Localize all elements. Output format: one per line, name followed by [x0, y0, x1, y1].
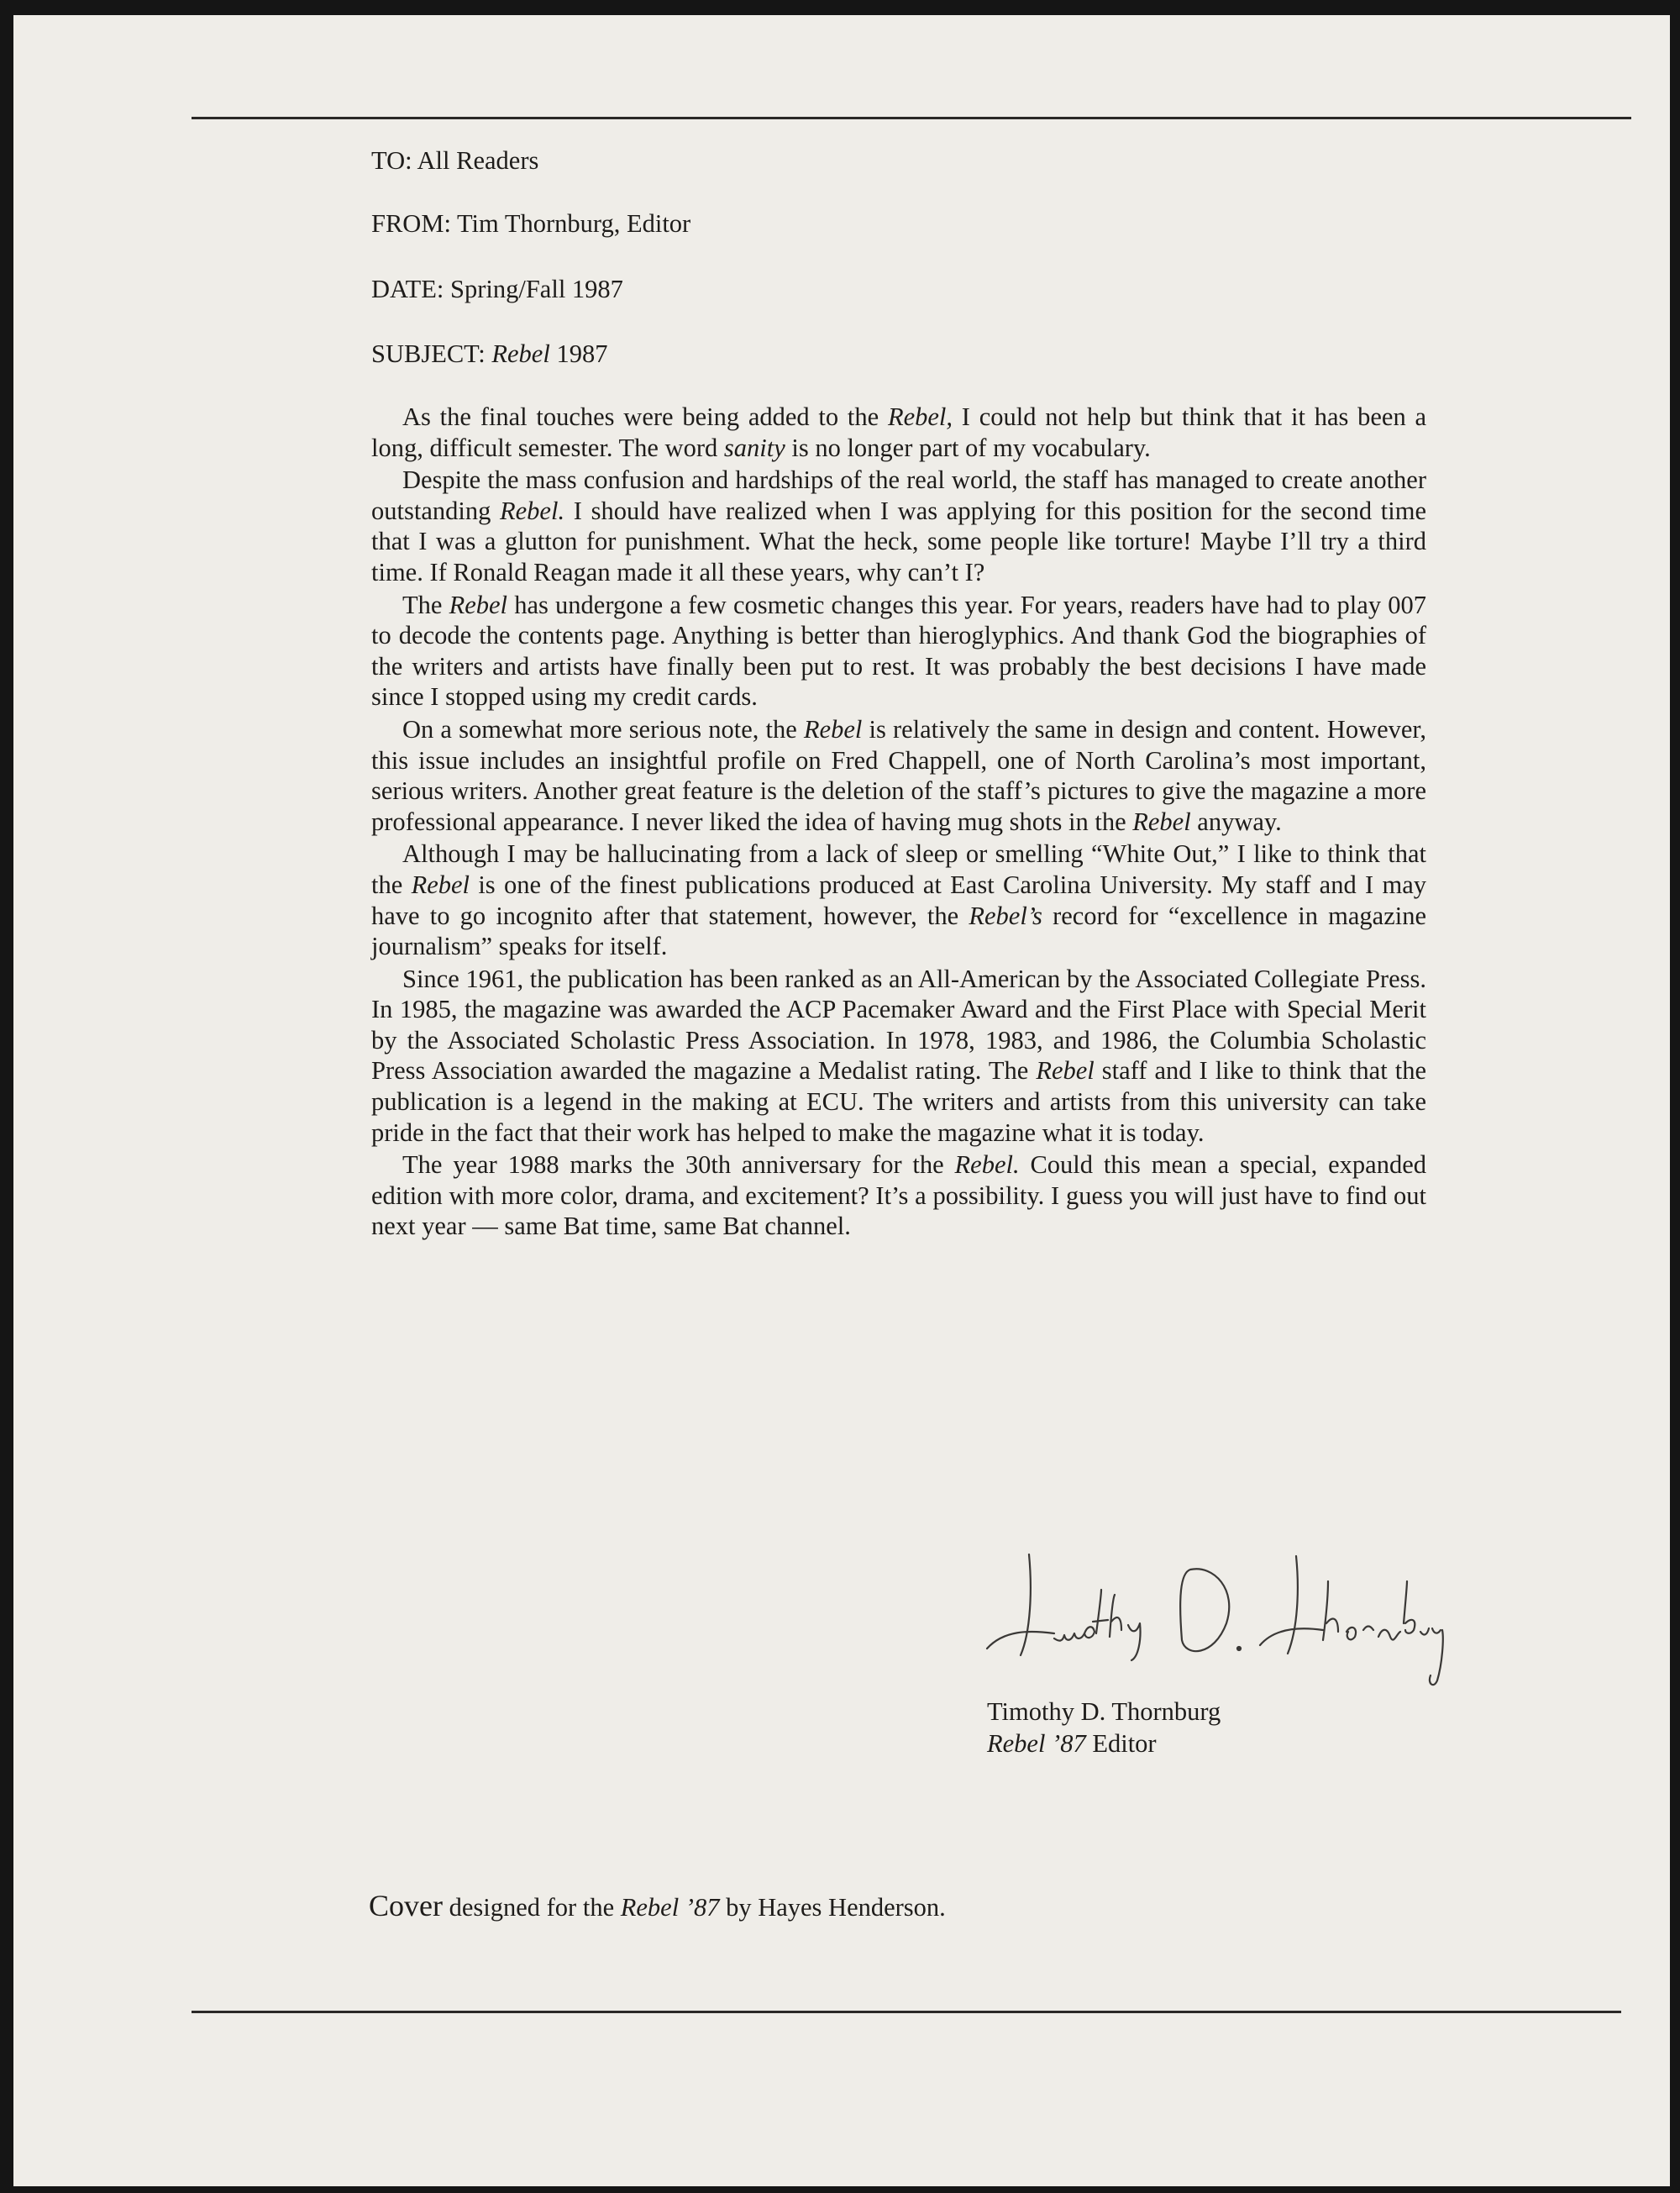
memo-to: TO: All Readers [371, 146, 539, 175]
signer-title: Rebel ’87 Editor [987, 1729, 1157, 1758]
signature-block [987, 1696, 1221, 1759]
paragraph-6: Since 1961, the publication has been ranked as an All-American by the Associated Collegiate Press. In 1985, the magazine was awarded the ACP Pacemaker Award and the First Place with Special Merit by the Associated Scholastic Press Association. In 1978, 1983, and 1986, the Columbia Scholastic Press Association awarded the magazine a Medalist rating. The Rebel staff and I like to think that the publication is a legend in the making at ECU. The writers and artists from this university can take pride in the fact that their work has helped to make the magazine what it is today. [371, 964, 1426, 1147]
signer-name: Timothy D. Thornburg [987, 1697, 1221, 1726]
paragraph-5: Although I may be hallucinating from a lack of sleep or smelling “White Out,” I like to think that the Rebel is one of the finest publications produced at East Carolina University. My staff and I may have to go incognito after that statement, however, the Rebel’s record for “excellence in magazine journalism” speaks for itself. [371, 839, 1426, 961]
paragraph-1: As the final touches were being added to the Rebel, I could not help but think that it has been a long, difficult semester. The word sanity is no longer part of my vocabulary. [371, 402, 1427, 462]
paragraph-2: Despite the mass confusion and hardships of the real world, the staff has managed to create another outstanding Rebel. I should have realized when I was applying for this position for the second time that I was a glutton for punishment. What the heck, some people like torture! Maybe I’ll try a third time. If Ronald Reagan made it all these years, why can’t I? [371, 465, 1426, 586]
memo-from: FROM: Tim Thornburg, Editor [371, 209, 691, 238]
paragraph-4: On a somewhat more serious note, the Rebel is relatively the same in design and content. However, this issue includes an insightful profile on Fred Chappell, one of North Carolina’s most important, serious writers. Another great feature is the deletion of the staff’s pictures to give the magazine a more professional appearance. I never liked the idea of having mug shots in the Rebel anyway. [371, 714, 1426, 836]
memo-subject [371, 337, 607, 371]
handwritten-signature [970, 1522, 1474, 1707]
subject-label: SUBJECT: [371, 339, 486, 368]
subject-year: 1987 [556, 339, 608, 368]
paragraph-7: The year 1988 marks the 30th anniversary for the Rebel. Could this mean a special, expanded edition with more color, drama, and excitement? It’s a possibility. I guess you will just have to find out next year — same Bat time, same Bat channel. [371, 1150, 1427, 1241]
bottom-rule [192, 2011, 1621, 2013]
subject-title: Rebel [491, 339, 550, 368]
letter-body [371, 402, 1426, 1242]
memo-date: DATE: Spring/Fall 1987 [371, 275, 623, 303]
cover-credit: Cover designed for the Rebel ’87 by Hayes Henderson. [369, 1889, 946, 1922]
top-rule [192, 117, 1631, 119]
paragraph-3: The Rebel has undergone a few cosmetic changes this year. For years, readers have had to play 007 to decode the contents page. Anything is better than hieroglyphics. And thank God the biographies of the writers and artists have finally been put to rest. It was probably the best decisions I have made since I stopped using my credit cards. [371, 590, 1426, 712]
